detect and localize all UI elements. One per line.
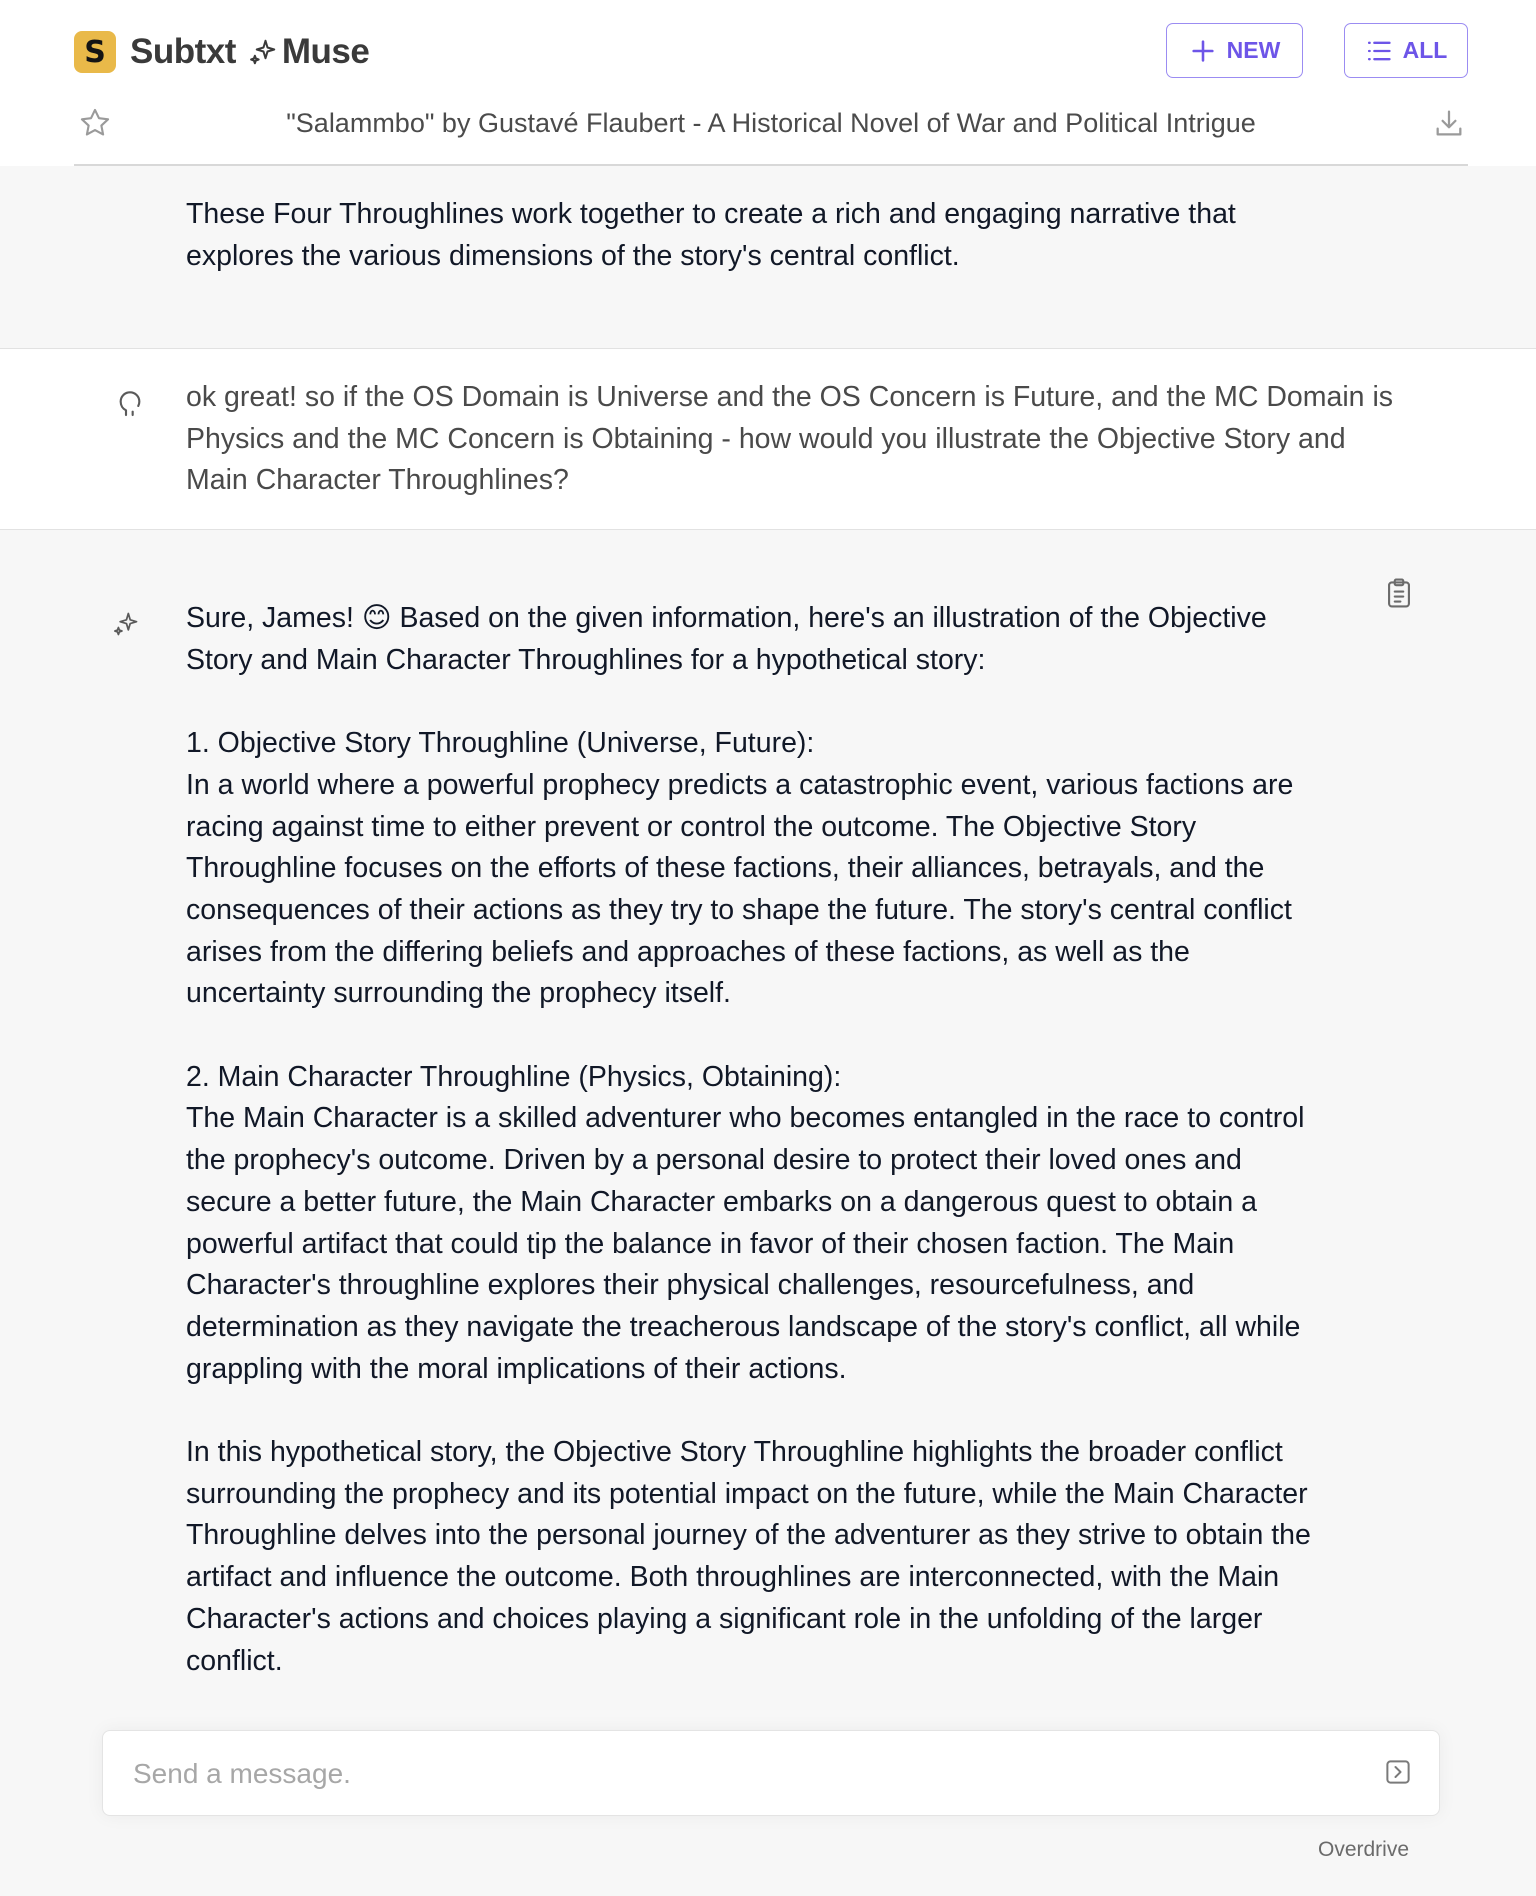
list-icon (1365, 37, 1393, 65)
all-button-label: ALL (1402, 37, 1448, 63)
assistant-message (0, 166, 1536, 349)
new-button-label: NEW (1226, 37, 1281, 63)
document-title: "Salammbo" by Gustavé Flaubert - A Historical Novel of War and Political Intrigue (286, 108, 1256, 138)
message-text: Sure, James! 😊 Based on the given information, here's an illustration of the Objective Story and Main Character Throughlines for a hypothetical story: 1. Objective Story Throughline (Universe, Future): In a world where a powerful prophecy predicts a catastrophic event, various factions are racing against time to either prevent or control the outcome. The Objective Story Throughline focuses on the efforts of these factions, their alliances, betrayals, and the consequences of their actions as they try to shape the future. The story's central conflict arises from the differing beliefs and approaches of these factions, as well as the uncertainty surrounding the prophecy itself. 2. Main Character Throughline (Physics, Obtaining): The Main Character is a skilled adventurer who becomes entangled in the race to control the prophecy's outcome. Driven by a personal desire to protect their loved ones and secure a better future, the Main Character embarks on a dangerous quest to obtain a powerful artifact that could tip the balance in favor of their chosen faction. The Main Character's throughline explores their physical challenges, resourcefulness, and determination as they navigate the treacherous landscape of the story's conflict, all while grappling with the moral implications of their actions. In this hypothetical story, the Objective Story Throughline highlights the broader conflict surrounding the prophecy and its potential impact on the future, while the Main Character Throughline delves into the personal journey of the adventurer as they strive to obtain the artifact and influence the outcome. Both throughlines are interconnected, with the Main Character's actions and choices playing a significant role in the unfolding of the larger conflict. (186, 602, 1311, 1677)
brand-product: Muse (281, 32, 370, 71)
sparkles-icon (248, 37, 278, 67)
document-title-row (74, 98, 1468, 148)
message-composer (102, 1730, 1440, 1816)
all-chats-button[interactable] (1344, 23, 1468, 78)
app-header (0, 0, 1536, 166)
download-icon[interactable] (1432, 106, 1466, 140)
plus-icon (1189, 37, 1217, 65)
message-text: ok great! so if the OS Domain is Universe and the OS Concern is Future, and the MC Domain is Physics and the MC Concern is Obtaining - how would you illustrate the Objective Story and Main Character Throughlines? (186, 381, 1394, 497)
overdrive-toggle[interactable]: Overdrive (1318, 1838, 1410, 1861)
user-head-icon (114, 387, 146, 419)
send-icon[interactable] (1383, 1757, 1413, 1787)
message-text: These Four Throughlines work together to create a rich and engaging narrative that explores the various dimensions of the story's central conflict. (186, 198, 1236, 272)
sparkles-icon (112, 610, 140, 638)
brand-name: Subtxt (130, 32, 236, 71)
subtxt-logo-icon: S (74, 31, 116, 73)
assistant-message (0, 530, 1536, 1730)
user-message (0, 349, 1536, 530)
message-input[interactable] (131, 1731, 1365, 1816)
new-chat-button[interactable] (1166, 23, 1303, 78)
brand[interactable] (74, 30, 369, 74)
